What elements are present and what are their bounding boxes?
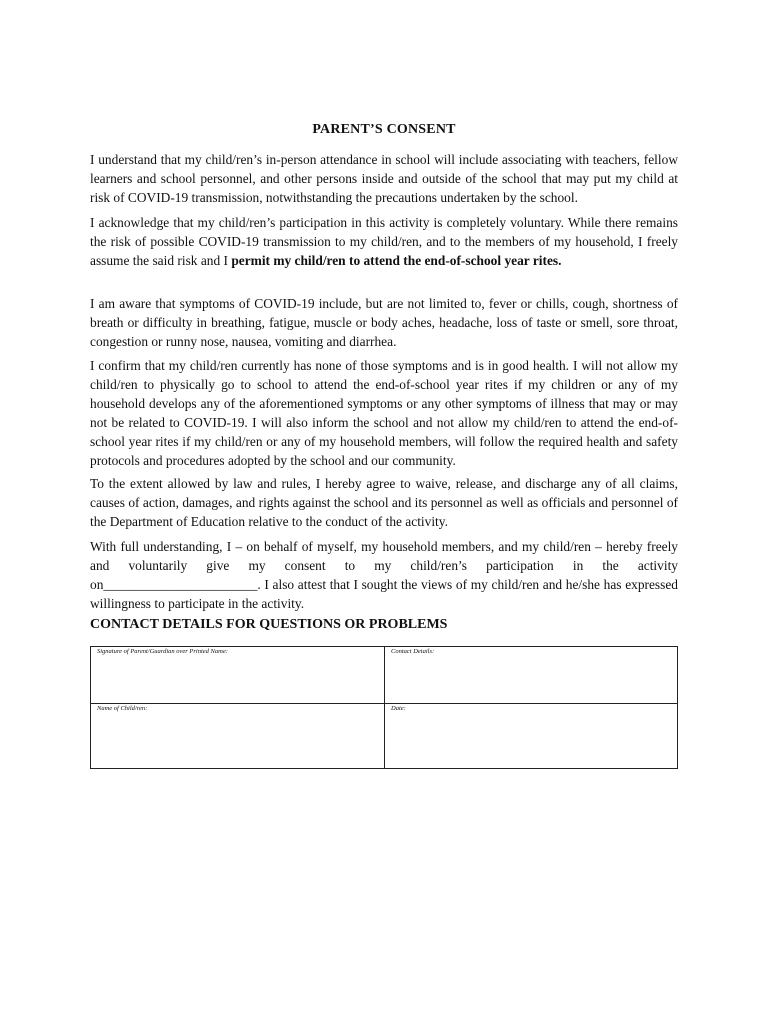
document-title: PARENT’S CONSENT xyxy=(312,122,456,137)
contact-details-table xyxy=(90,646,678,769)
permit-statement: permit my child/ren to attend the end-of-school year rites. xyxy=(231,253,562,268)
paragraph-waiver: To the extent allowed by law and rules, I hereby agree to waive, release, and discharge any of all claims, causes of action, damages, and rights against the school and its personnel as well as officials and personnel of the Department of Education relative to the conduct of the activity. xyxy=(90,476,678,529)
contact-details-heading: CONTACT DETAILS FOR QUESTIONS OR PROBLEMS xyxy=(90,617,448,632)
paragraph-health-confirmation: I confirm that my child/ren currently has none of those symptoms and is in good health. I will not allow my child/ren to physically go to school to attend the end-of-school year rites if my children or any of my household develops any of the aforementioned symptoms or any other symptoms of illness that may or may not be related to COVID-19. I will also inform the school and not allow my child/ren to attend the end-of-school year rites if my child/ren or any of my household members, will follow the required health and safety protocols and procedures adopted by the school and our community. xyxy=(90,358,678,468)
paragraph-voluntary-text: I acknowledge that my child/ren’s participation in this activity is completely voluntary. While there remains the risk of possible COVID-19 transmission to my child/ren, and to the members of my household, I freely assume the said risk and I xyxy=(90,215,678,268)
child-name-field[interactable] xyxy=(91,704,385,769)
paragraph-consent-attestation: With full understanding, I – on behalf of myself, my household members, and my child/ren – hereby freely and voluntarily give my consent to my child/ren’s participation in the activity on_______________________. I also attest that I sought the views of my child/ren and he/she has expressed willingness to participate in the activity. xyxy=(90,539,678,611)
paragraph-symptoms: I am aware that symptoms of COVID-19 include, but are not limited to, fever or chills, cough, shortness of breath or difficulty in breathing, fatigue, muscle or body aches, headache, loss of taste or smell, sore throat, congestion or runny nose, nausea, vomiting and diarrhea. xyxy=(90,296,678,349)
signature-field-label: Signature of Parent/Guardian over Printed Name: xyxy=(97,648,228,655)
child-name-field-label: Name of Child/ren: xyxy=(97,705,148,712)
table-row xyxy=(91,647,678,704)
date-field-label: Date: xyxy=(391,705,406,712)
signature-field[interactable] xyxy=(91,647,385,704)
table-row xyxy=(91,704,678,769)
paragraph-voluntary-participation xyxy=(90,213,678,270)
contact-details-field-label: Contact Details: xyxy=(391,648,435,655)
paragraph-attendance-risk: I understand that my child/ren’s in-person attendance in school will include associating with teachers, fellow learners and school personnel, and other persons inside and outside of the school that may put my child at risk of COVID-19 transmission, notwithstanding the precautions undertaken by the school. xyxy=(90,152,678,205)
contact-details-field[interactable] xyxy=(385,647,678,704)
date-field[interactable] xyxy=(385,704,678,769)
